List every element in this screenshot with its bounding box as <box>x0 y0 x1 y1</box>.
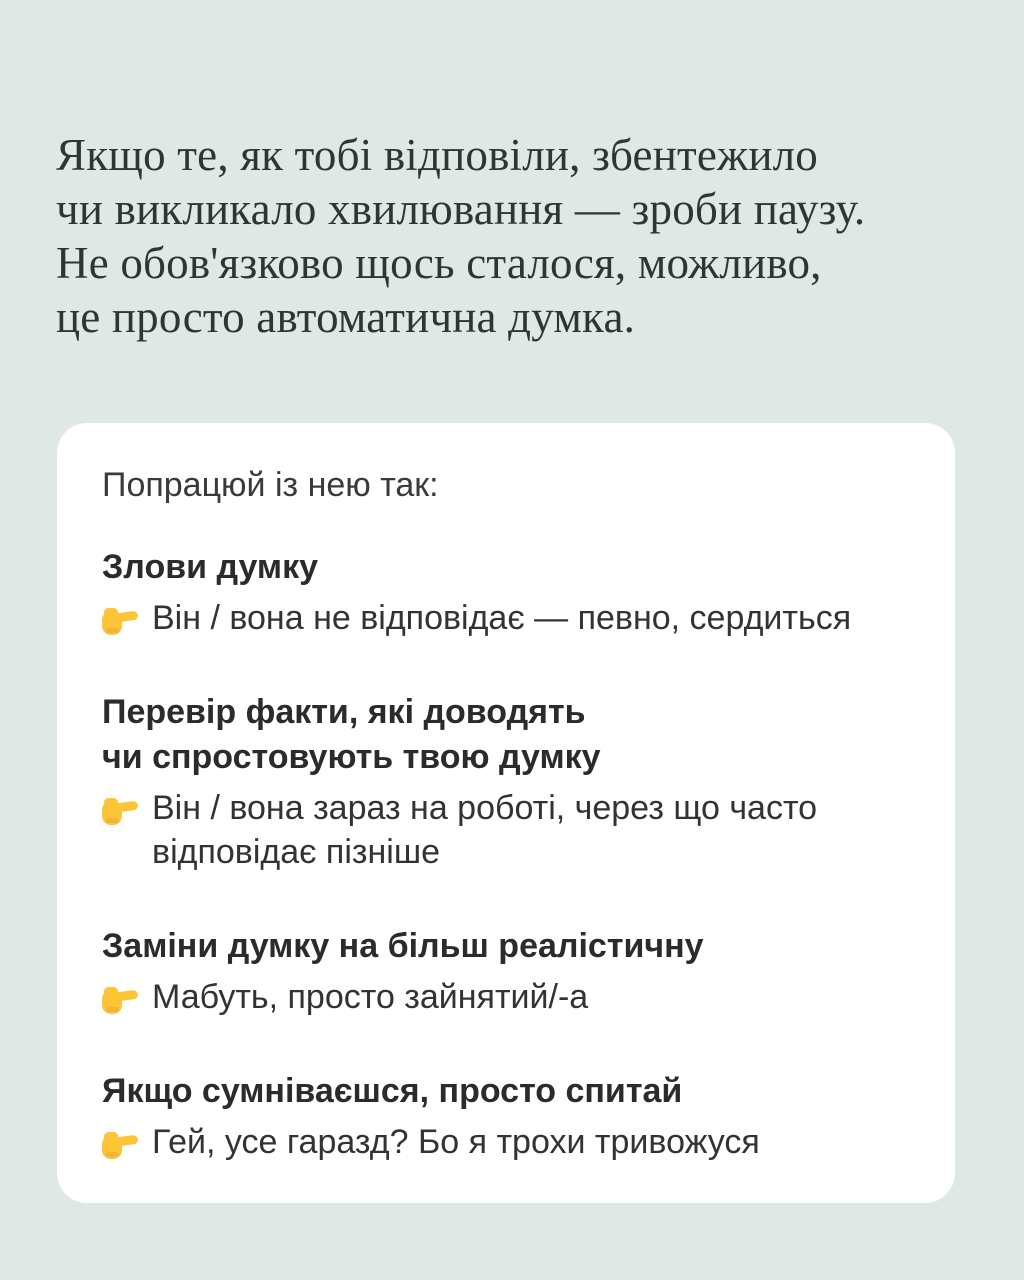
pointing-right-icon <box>102 792 138 826</box>
tip-example-row <box>102 596 910 640</box>
tip-title <box>102 924 910 969</box>
tip-example-text: Мабуть, просто зайнятий/-а <box>152 978 589 1016</box>
tip-example-row <box>102 1120 910 1164</box>
tip-section-replace-thought <box>102 924 910 1019</box>
tip-title <box>102 1069 910 1114</box>
heading-line: Якщо те, як тобі відповіли, збентежило <box>56 130 818 180</box>
tip-section-check-facts <box>102 690 910 874</box>
heading-line: Не обов'язково щось сталося, можливо, <box>56 238 822 288</box>
tip-title-line: Якщо сумніваєшся, просто спитай <box>102 1072 683 1110</box>
tip-title-line: чи спростовують твою думку <box>102 738 601 776</box>
tip-section-just-ask <box>102 1069 910 1164</box>
tips-card <box>57 423 955 1203</box>
tip-example-row <box>102 786 910 874</box>
heading-line: чи викликало хвилювання — зроби паузу. <box>56 184 866 234</box>
tip-section-catch-thought <box>102 545 910 640</box>
tip-example-row <box>102 975 910 1019</box>
page-title <box>56 128 986 344</box>
tip-example-text: Гей, усе гаразд? Бо я трохи тривожуся <box>152 1123 760 1161</box>
tip-title-line: Перевір факти, які доводять <box>102 693 586 731</box>
tip-example-text: Він / вона не відповідає — певно, сердиться <box>152 599 852 637</box>
tip-example-text: Він / вона зараз на роботі, через що часто відповідає пізніше <box>152 789 818 871</box>
tip-title <box>102 545 910 590</box>
pointing-right-icon <box>102 981 138 1015</box>
tip-title-line: Заміни думку на більш реалістичну <box>102 927 704 965</box>
heading-line: це просто автоматична думка. <box>56 292 636 342</box>
tip-title <box>102 690 910 780</box>
pointing-right-icon <box>102 602 138 636</box>
tip-title-line: Злови думку <box>102 548 319 586</box>
pointing-right-icon <box>102 1126 138 1160</box>
card-intro: Попрацюй із нею так: <box>102 466 439 504</box>
